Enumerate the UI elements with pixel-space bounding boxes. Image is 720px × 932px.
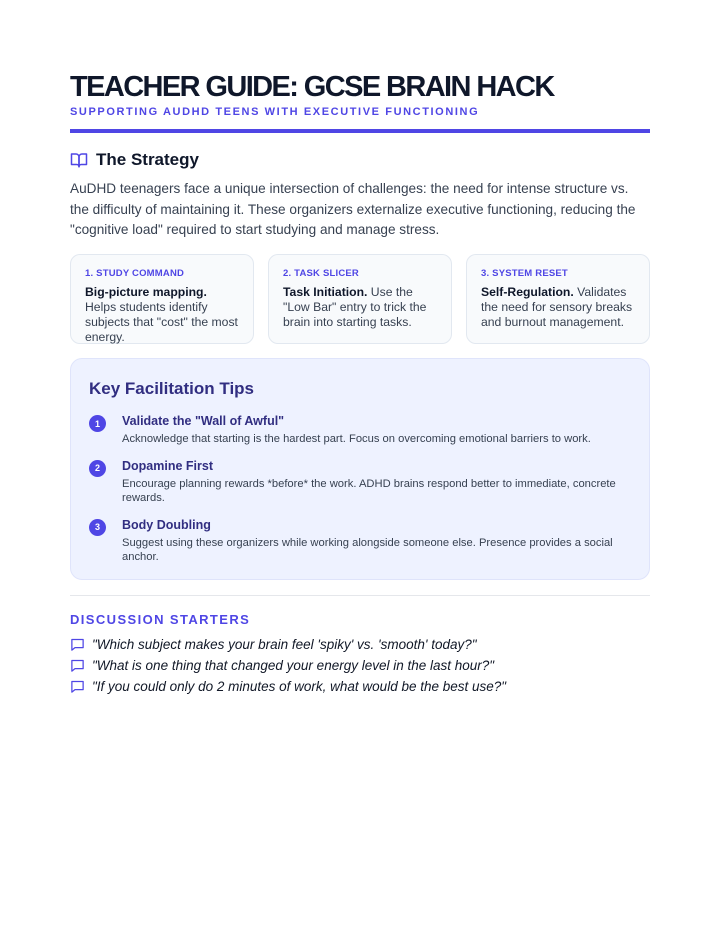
tip-title: Dopamine First	[122, 458, 213, 473]
card-bold: Big-picture mapping.	[85, 285, 207, 299]
card-text: Use the "Low Bar" entry to trick the brain into starting tasks.	[283, 285, 427, 329]
tip-title: Validate the "Wall of Awful"	[122, 414, 285, 428]
tip-item	[89, 458, 631, 506]
tip-item	[89, 517, 631, 565]
section-divider	[70, 595, 650, 596]
question-text: "Which subject makes your brain feel 'spiky' vs. 'smooth' today?"	[92, 637, 477, 652]
tip-item	[89, 413, 631, 447]
title-rule	[70, 129, 650, 133]
question-item	[70, 634, 506, 655]
tip-description: Suggest using these organizers while working alongside someone else. Presence provides a social anchor.	[122, 536, 613, 563]
chat-bubble-icon	[70, 637, 85, 652]
chat-bubble-icon	[70, 658, 85, 673]
tip-number-badge: 2	[89, 460, 106, 477]
strategy-heading: The Strategy	[96, 150, 199, 169]
strategy-cards	[70, 254, 650, 344]
strategy-header	[70, 150, 199, 170]
card-study-command	[70, 254, 254, 344]
tip-number-badge: 1	[89, 415, 106, 432]
card-body	[481, 285, 635, 330]
chat-bubble-icon	[70, 679, 85, 694]
card-label: 2. TASK SLICER	[283, 268, 359, 279]
facilitation-tips-panel	[70, 358, 650, 580]
card-bold: Task Initiation.	[283, 285, 368, 299]
page-title: TEACHER GUIDE: GCSE BRAIN HACK	[70, 71, 554, 103]
discussion-questions	[70, 634, 506, 697]
question-item	[70, 676, 506, 697]
card-task-slicer	[268, 254, 452, 344]
tip-description: Encourage planning rewards *before* the work. ADHD brains respond better to immediate, concrete rewards.	[122, 477, 616, 504]
tip-number-badge: 3	[89, 519, 106, 536]
tips-heading: Key Facilitation Tips	[89, 379, 255, 398]
question-text: "If you could only do 2 minutes of work, what would be the best use?"	[92, 679, 507, 694]
discussion-heading: DISCUSSION STARTERS	[70, 612, 251, 627]
question-item	[70, 655, 506, 676]
card-body	[283, 285, 437, 330]
question-text: "What is one thing that changed your energy level in the last hour?"	[92, 658, 495, 673]
card-body	[85, 285, 239, 345]
card-system-reset	[466, 254, 650, 344]
card-text: Validates the need for sensory breaks and burnout management.	[481, 285, 633, 329]
page-subtitle: SUPPORTING AUDHD TEENS WITH EXECUTIVE FUNCTIONING	[70, 106, 480, 118]
tip-title: Body Doubling	[122, 517, 211, 532]
card-bold: Self-Regulation.	[481, 285, 574, 299]
card-text: Helps students identify subjects that "cost" the most energy.	[85, 300, 238, 344]
tip-description: Acknowledge that starting is the hardest part. Focus on overcoming emotional barriers to work.	[122, 433, 591, 445]
strategy-intro: AuDHD teenagers face a unique intersection of challenges: the need for intense structure vs. the difficulty of maintaining it. These organizers externalize executive functioning, reducing the "cognitive load" required to start studying and manage stress.	[70, 181, 636, 237]
book-open-icon	[70, 151, 88, 169]
card-label: 1. STUDY COMMAND	[85, 268, 185, 279]
card-label: 3. SYSTEM RESET	[481, 268, 568, 279]
